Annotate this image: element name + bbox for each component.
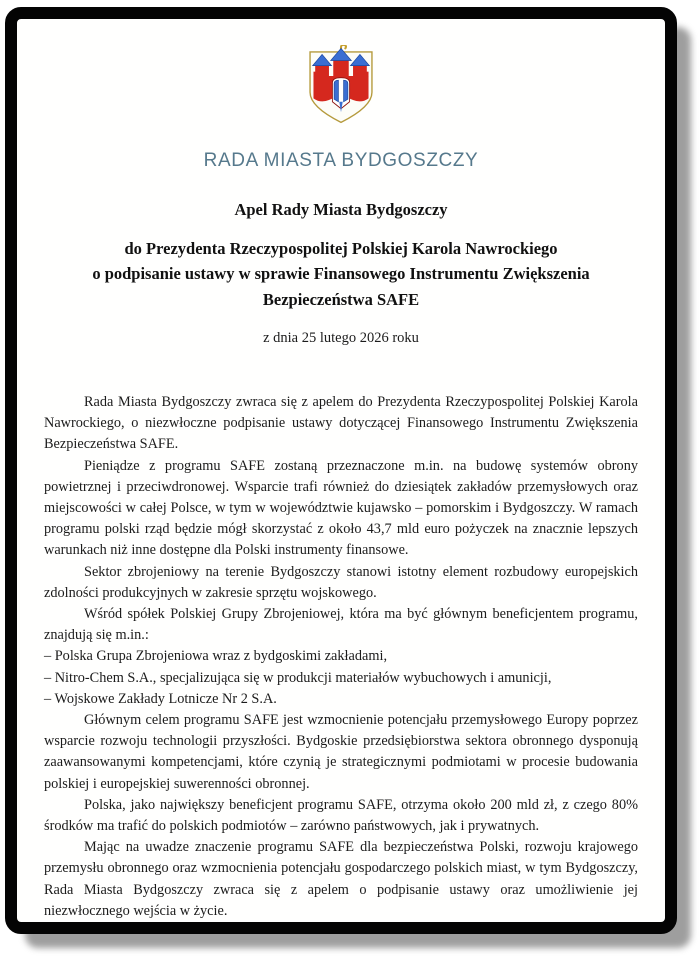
paragraph: Mając na uwadze znaczenie programu SAFE dla bezpieczeństwa Polski, rozwoju krajowego przemysłu obronnego oraz wzmocnienia potencjału gospodarczego polskich miast, w tym Bydgoszczy, Rada Miasta Bydgoszczy zwraca się z apelem o podpisanie ustawy oraz umożliwienie jej niezwłocznego wejścia w życie. — [44, 839, 638, 919]
bydgoszcz-coat-of-arms-icon — [296, 45, 386, 131]
paragraph: Rada Miasta Bydgoszczy zwraca się z apelem do Prezydenta Rzeczypospolitej Polskiej Karola Nawrockiego, o niezwłoczne podpisanie ustawy dotyczącej Finansowego Instrumentu Zwiększenia Bezpieczeństwa SAFE. — [44, 393, 638, 453]
paragraph: Pieniądze z programu SAFE zostaną przeznaczone m.in. na budowę systemów obrony powietrznej i przeciwdronowej. Wsparcie trafi również do dziesiątek zakładów przemysłowych oraz miejscowości w całej Polsce, w tym w województwie kujawsko – pomorskim i Bydgoszczy. W ramach programu polski rząd będzie mógł skorzystać z około 43,7 mld euro pożyczek na znacznie lepszych warunkach niż inne dostępne dla Polski instrumenty finansowe. — [44, 457, 638, 559]
document-body — [44, 392, 638, 922]
document-frame — [5, 7, 677, 934]
paragraph: Wśród spółek Polskiej Grupy Zbrojeniowej, która ma być głównym beneficjentem programu, znajdują się m.in.: — [44, 605, 638, 644]
paragraph: Sektor zbrojeniowy na terenie Bydgoszczy stanowi istotny element rozbudowy europejskich zdolności produkcyjnych w zakresie sprzętu wojskowego. — [44, 563, 638, 601]
list-item: – Nitro-Chem S.A., specjalizująca się w produkcji materiałów wybuchowych i amunicji, — [44, 669, 552, 686]
subtitle-line-2: o podpisanie ustawy w sprawie Finansowego Instrumentu Zwiększenia — [92, 264, 590, 284]
org-name: RADA MIASTA BYDGOSZCZY — [203, 150, 479, 171]
paragraph: Głównym celem programu SAFE jest wzmocnienie potencjału przemysłowego Europy poprzez wsparcie rozwoju technologii przyszłości. Bydgoskie przedsiębiorstwa sektora obronnego dysponują zaawansowanymi kompetencjami, które czynią je strategicznymi podmiotami w procesie budowania polskiej i europejskiej suwerenności obronnej. — [44, 711, 638, 792]
subtitle-line-1: do Prezydenta Rzeczypospolitej Polskiej Karola Nawrockiego — [124, 239, 558, 258]
document-subtitle — [44, 236, 638, 312]
list-item: – Wojskowe Zakłady Lotnicze Nr 2 S.A. — [44, 690, 277, 707]
list-item: – Polska Grupa Zbrojeniowa wraz z bydgoskimi zakładami, — [44, 648, 388, 665]
document-title: Apel Rady Miasta Bydgoszczy — [234, 200, 448, 219]
document-content — [17, 19, 665, 922]
date-line: z dnia 25 lutego 2026 roku — [263, 329, 419, 346]
paragraph: Polska, jako największy beneficjent programu SAFE, otrzyma około 200 mld zł, z czego 80% środków ma trafić do polskich podmiotów – zarówno państwowych, jak i prywatnych. — [44, 796, 638, 834]
subtitle-line-3: Bezpieczeństwa SAFE — [262, 289, 420, 309]
